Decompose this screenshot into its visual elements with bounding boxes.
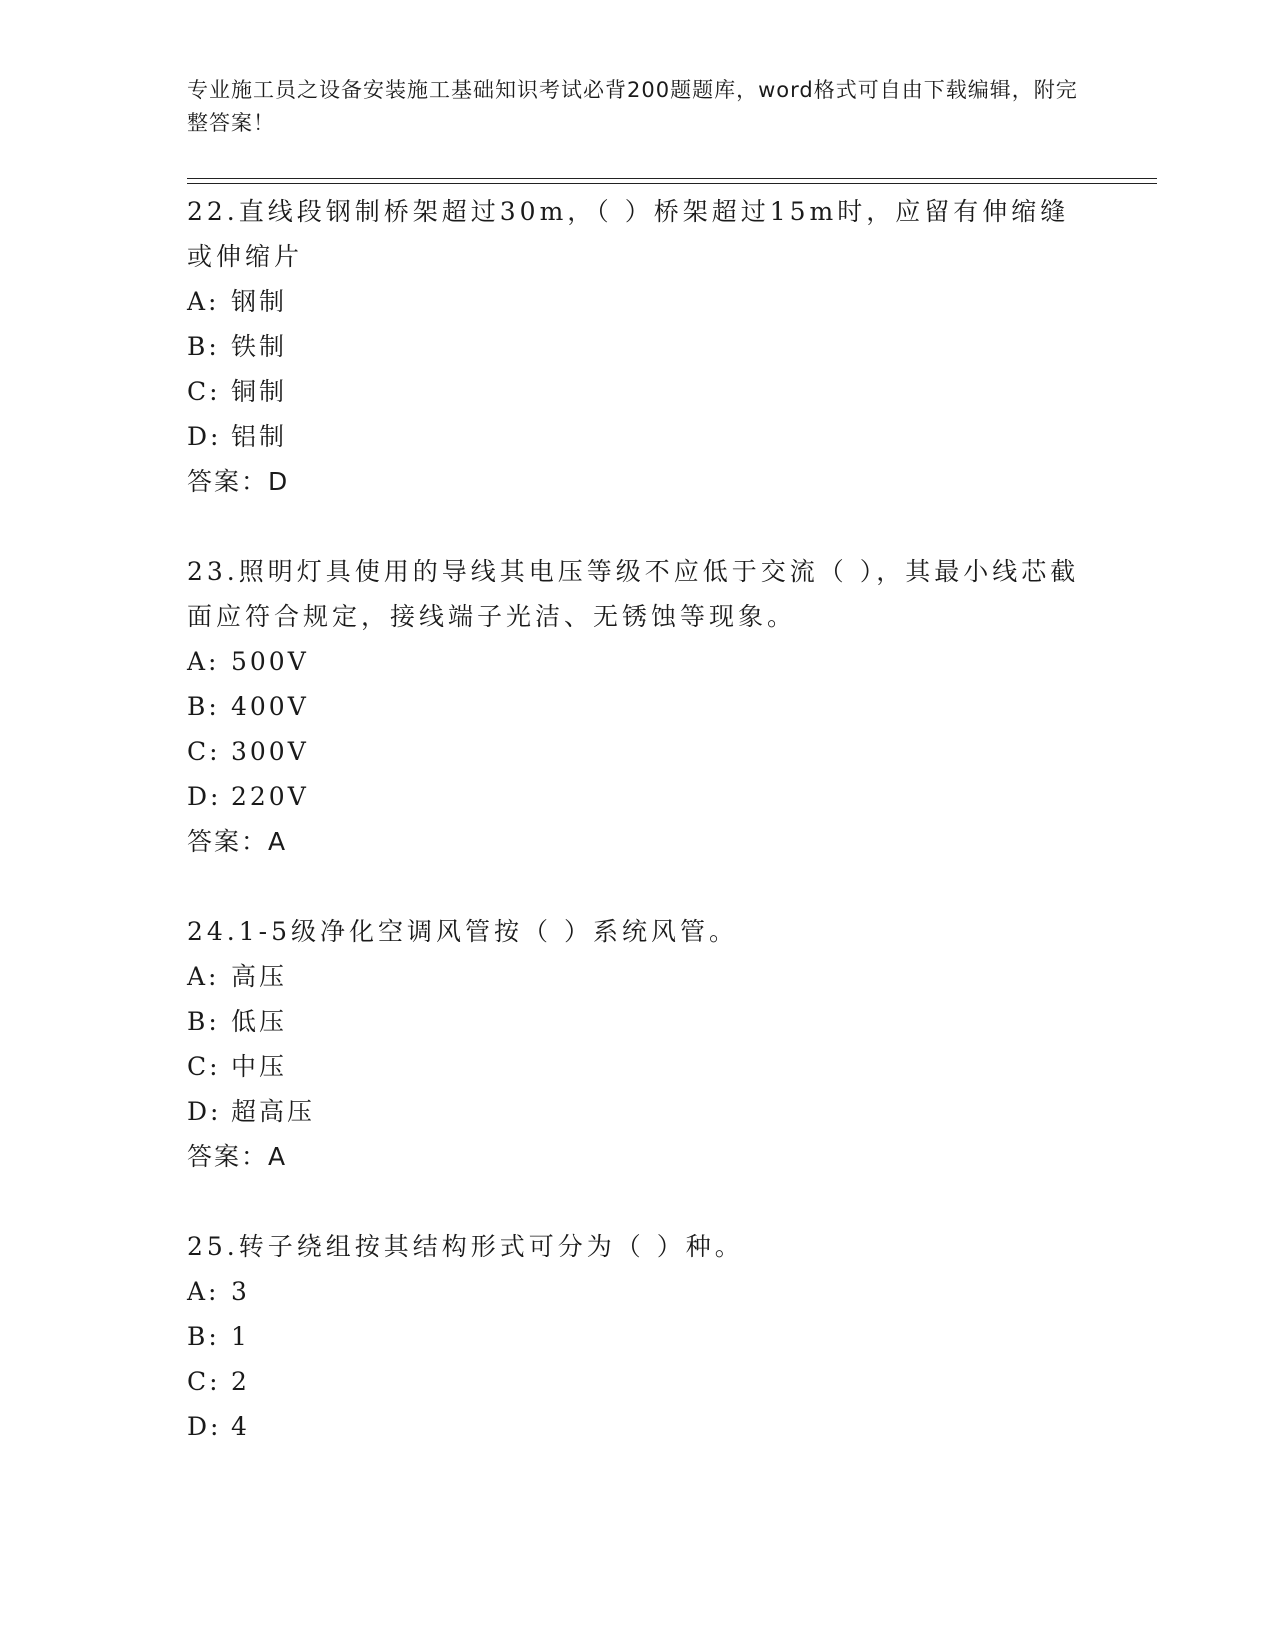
question-list bbox=[187, 189, 1087, 1494]
option-a bbox=[187, 639, 1087, 684]
option-letter: C: bbox=[187, 377, 221, 406]
option-letter: B: bbox=[187, 332, 220, 361]
option-text: 高压 bbox=[231, 962, 288, 991]
option-a bbox=[187, 1269, 1087, 1314]
option-text: 300V bbox=[231, 737, 309, 766]
option-letter: B: bbox=[187, 692, 220, 721]
option-text: 超高压 bbox=[231, 1097, 316, 1126]
option-d bbox=[187, 414, 1087, 459]
question-stem: 24.1-5级净化空调风管按（ ）系统风管。 bbox=[187, 917, 738, 946]
option-text: 4 bbox=[231, 1412, 250, 1441]
option-letter: B: bbox=[187, 1007, 220, 1036]
option-letter: D: bbox=[187, 422, 222, 451]
option-c bbox=[187, 369, 1087, 414]
option-d bbox=[187, 774, 1087, 819]
option-letter: D: bbox=[187, 1412, 222, 1441]
option-text: 低压 bbox=[231, 1007, 288, 1036]
answer-line: 答案：D bbox=[187, 467, 290, 496]
option-text: 2 bbox=[231, 1367, 250, 1396]
option-letter: D: bbox=[187, 1097, 222, 1126]
option-letter: A: bbox=[187, 1277, 220, 1306]
option-letter: B: bbox=[187, 1322, 220, 1351]
option-d bbox=[187, 1089, 1087, 1134]
question-22 bbox=[187, 189, 1087, 504]
header-divider-top bbox=[187, 178, 1157, 179]
question-24 bbox=[187, 909, 1087, 1179]
question-23 bbox=[187, 549, 1087, 864]
option-c bbox=[187, 1044, 1087, 1089]
answer-line: 答案：A bbox=[187, 1142, 288, 1171]
option-text: 铁制 bbox=[231, 332, 288, 361]
answer-line: 答案：A bbox=[187, 827, 288, 856]
question-stem: 25.转子绕组按其结构形式可分为（ ）种。 bbox=[187, 1232, 744, 1261]
option-letter: C: bbox=[187, 737, 221, 766]
option-letter: C: bbox=[187, 1052, 221, 1081]
option-letter: A: bbox=[187, 647, 220, 676]
option-text: 400V bbox=[231, 692, 309, 721]
option-b bbox=[187, 684, 1087, 729]
option-text: 500V bbox=[231, 647, 309, 676]
option-c bbox=[187, 1359, 1087, 1404]
document-header: 专业施工员之设备安装施工基础知识考试必背200题题库，word格式可自由下载编辑，附完整答案！ bbox=[187, 78, 1078, 135]
option-a bbox=[187, 279, 1087, 324]
question-stem: 23.照明灯具使用的导线其电压等级不应低于交流（ ），其最小线芯截面应符合规定，接线端子光洁、无锈蚀等现象。 bbox=[187, 557, 1080, 631]
option-b bbox=[187, 999, 1087, 1044]
option-letter: A: bbox=[187, 287, 220, 316]
header-divider-bottom bbox=[187, 183, 1157, 184]
option-letter: C: bbox=[187, 1367, 221, 1396]
option-d bbox=[187, 1404, 1087, 1449]
option-c bbox=[187, 729, 1087, 774]
option-text: 3 bbox=[231, 1277, 250, 1306]
option-letter: A: bbox=[187, 962, 220, 991]
option-text: 1 bbox=[231, 1322, 250, 1351]
option-letter: D: bbox=[187, 782, 222, 811]
option-text: 220V bbox=[231, 782, 309, 811]
option-a bbox=[187, 954, 1087, 999]
option-b bbox=[187, 1314, 1087, 1359]
option-text: 中压 bbox=[231, 1052, 288, 1081]
option-text: 铜制 bbox=[231, 377, 288, 406]
question-stem: 22.直线段钢制桥架超过30m，（ ）桥架超过15m时，应留有伸缩缝或伸缩片 bbox=[187, 197, 1070, 271]
option-text: 铝制 bbox=[231, 422, 288, 451]
option-b bbox=[187, 324, 1087, 369]
question-25 bbox=[187, 1224, 1087, 1449]
option-text: 钢制 bbox=[231, 287, 288, 316]
